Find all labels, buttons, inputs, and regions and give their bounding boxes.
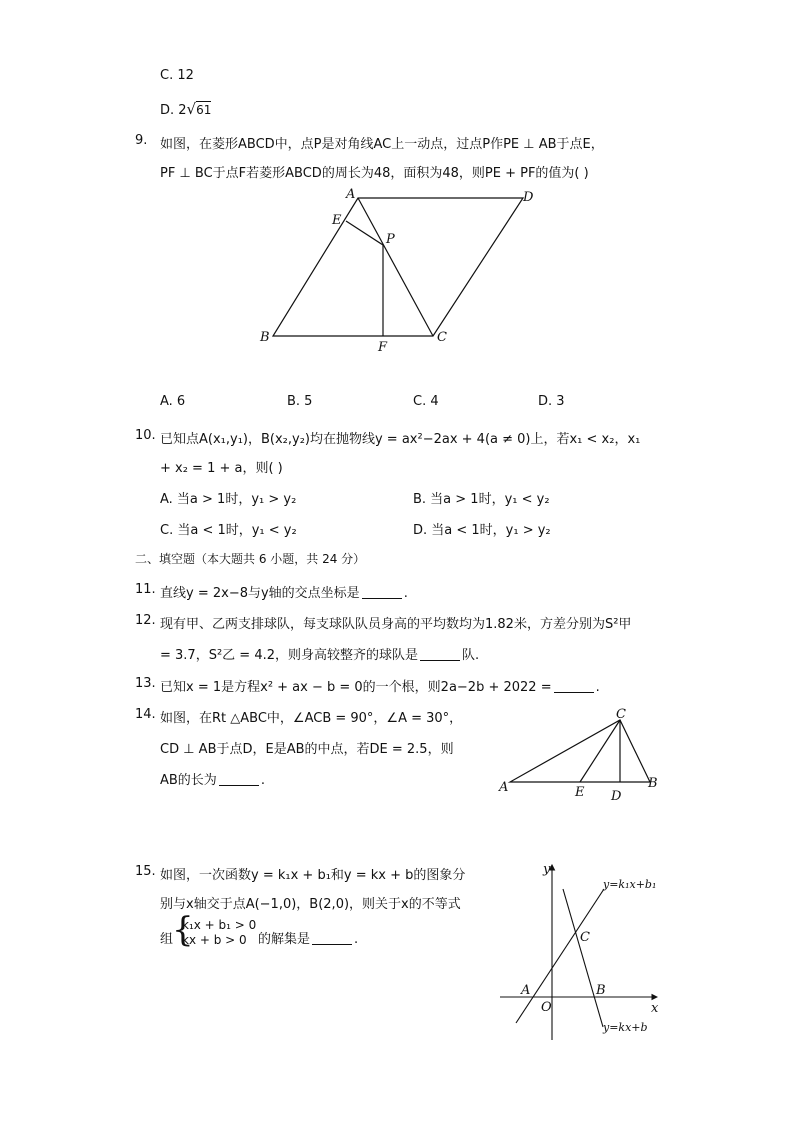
q15-stem: 的解集是	[258, 932, 311, 947]
q14-line3	[160, 769, 265, 788]
system-brace: {	[172, 910, 194, 950]
q14-line2: CD ⊥ AB于点D，E是AB的中点，若DE = 2.5，则	[160, 742, 454, 757]
label-e: E	[332, 213, 342, 228]
q14-end: .	[260, 773, 265, 788]
q10-option-b: B. 当a > 1时，y₁ < y₂	[413, 492, 550, 507]
q9-option-a: A. 6	[160, 394, 186, 409]
label-f: F	[378, 340, 388, 353]
q11-text	[160, 582, 408, 601]
q15-number: 15.	[135, 864, 156, 879]
q15-line2: 别与x轴交于点A(−1,0)，B(2,0)，则关于x的不等式	[160, 897, 461, 912]
q14-line1: 如图，在Rt △ABC中，∠ACB = 90°，∠A = 30°，	[160, 711, 463, 726]
q14-stem: AB的长为	[160, 773, 217, 788]
q11-answer-blank[interactable]	[362, 585, 402, 599]
axis-label-y: y	[543, 862, 551, 877]
diagonal-ac	[358, 198, 433, 336]
label-c: C	[437, 330, 447, 345]
label-c: C	[616, 707, 626, 722]
label-d: D	[611, 789, 622, 803]
triangle-abc	[510, 720, 650, 782]
q10-option-c: C. 当a < 1时，y₁ < y₂	[160, 523, 297, 538]
q9-option-b: B. 5	[287, 394, 313, 409]
q11-stem: 直线y = 2x−8与y轴的交点坐标是	[160, 586, 360, 601]
label-a: A	[499, 780, 509, 795]
q14-answer-blank[interactable]	[219, 772, 259, 786]
q14-triangle-figure	[495, 703, 665, 803]
q15-answer-blank[interactable]	[312, 931, 352, 945]
q12-end: 队.	[462, 648, 480, 663]
q13-number: 13.	[135, 676, 156, 691]
q13-text	[160, 676, 600, 695]
q12-line1: 现有甲、乙两支排球队，每支球队队员身高的平均数均为1.82米，方差分别为S²甲	[160, 617, 632, 632]
q8-option-c: C. 12	[160, 68, 194, 83]
q9-line2: PF ⊥ BC于点F若菱形ABCD的周长为48，面积为48，则PE + PF的值为( )	[160, 166, 589, 181]
label-e: E	[575, 785, 585, 800]
q12-number: 12.	[135, 613, 156, 628]
q15-system-prefix: 组	[160, 932, 174, 947]
q11-number: 11.	[135, 582, 156, 597]
label-b: B	[596, 983, 606, 998]
label-c: C	[580, 930, 590, 945]
segment-ce	[580, 720, 620, 782]
q8-option-d: D. 2√61	[160, 100, 212, 118]
q13-end: .	[595, 680, 600, 695]
q8-option-d-prefix: D. 2	[160, 103, 187, 118]
q9-option-d: D. 3	[538, 394, 565, 409]
q9-line1: 如图，在菱形ABCD中，点P是对角线AC上一动点，过点P作PE ⊥ AB于点E，	[160, 137, 604, 152]
q10-option-d: D. 当a < 1时，y₁ > y₂	[413, 523, 551, 538]
q14-number: 14.	[135, 707, 156, 722]
q12-answer-blank[interactable]	[420, 647, 460, 661]
q9-option-c: C. 4	[413, 394, 439, 409]
q15-line1: 如图，一次函数y = k₁x + b₁和y = kx + b的图象分	[160, 868, 466, 883]
q15-graph-figure	[495, 855, 670, 1045]
q11-end: .	[403, 586, 408, 601]
q13-answer-blank[interactable]	[554, 679, 594, 693]
q10-option-a: A. 当a > 1时，y₁ > y₂	[160, 492, 297, 507]
q13-stem: 已知x = 1是方程x² + ax − b = 0的一个根，则2a−2b + 2022 =	[160, 680, 552, 695]
label-a: A	[521, 983, 531, 998]
q12-stem: = 3.7，S²乙 = 4.2，则身高较整齐的球队是	[160, 648, 418, 663]
q15-system-bottom: kx + b > 0	[182, 933, 247, 947]
rhombus-abcd	[273, 198, 523, 336]
label-p: P	[386, 232, 395, 247]
label-line-k: y=kx+b	[603, 1021, 648, 1034]
axis-label-x: x	[651, 1001, 659, 1016]
line-k	[563, 889, 603, 1027]
line-k1	[516, 889, 604, 1023]
q10-line2: + x₂ = 1 + a，则( )	[160, 461, 283, 476]
q10-line1: 已知点A(x₁,y₁)，B(x₂,y₂)均在抛物线y = ax²−2ax + 4(a ≠ 0)上，若x₁ < x₂，x₁	[160, 432, 641, 447]
label-d: D	[523, 190, 534, 205]
q12-line2	[160, 644, 479, 663]
q15-system-top: k₁x + b₁ > 0	[182, 918, 257, 932]
label-b: B	[648, 776, 658, 791]
q15-end: .	[354, 932, 359, 947]
label-a: A	[346, 187, 356, 202]
q9-rhombus-figure	[250, 183, 550, 353]
label-o: O	[541, 1000, 552, 1015]
label-line-k1: y=k₁x+b₁	[603, 878, 657, 891]
q8-option-d-radicand: 61	[196, 103, 212, 117]
q9-number: 9.	[135, 133, 148, 148]
section-heading: 二、填空题（本大题共 6 小题，共 24 分）	[135, 552, 366, 566]
label-b: B	[260, 330, 270, 345]
q15-answer-line	[258, 928, 358, 947]
q10-number: 10.	[135, 428, 156, 443]
